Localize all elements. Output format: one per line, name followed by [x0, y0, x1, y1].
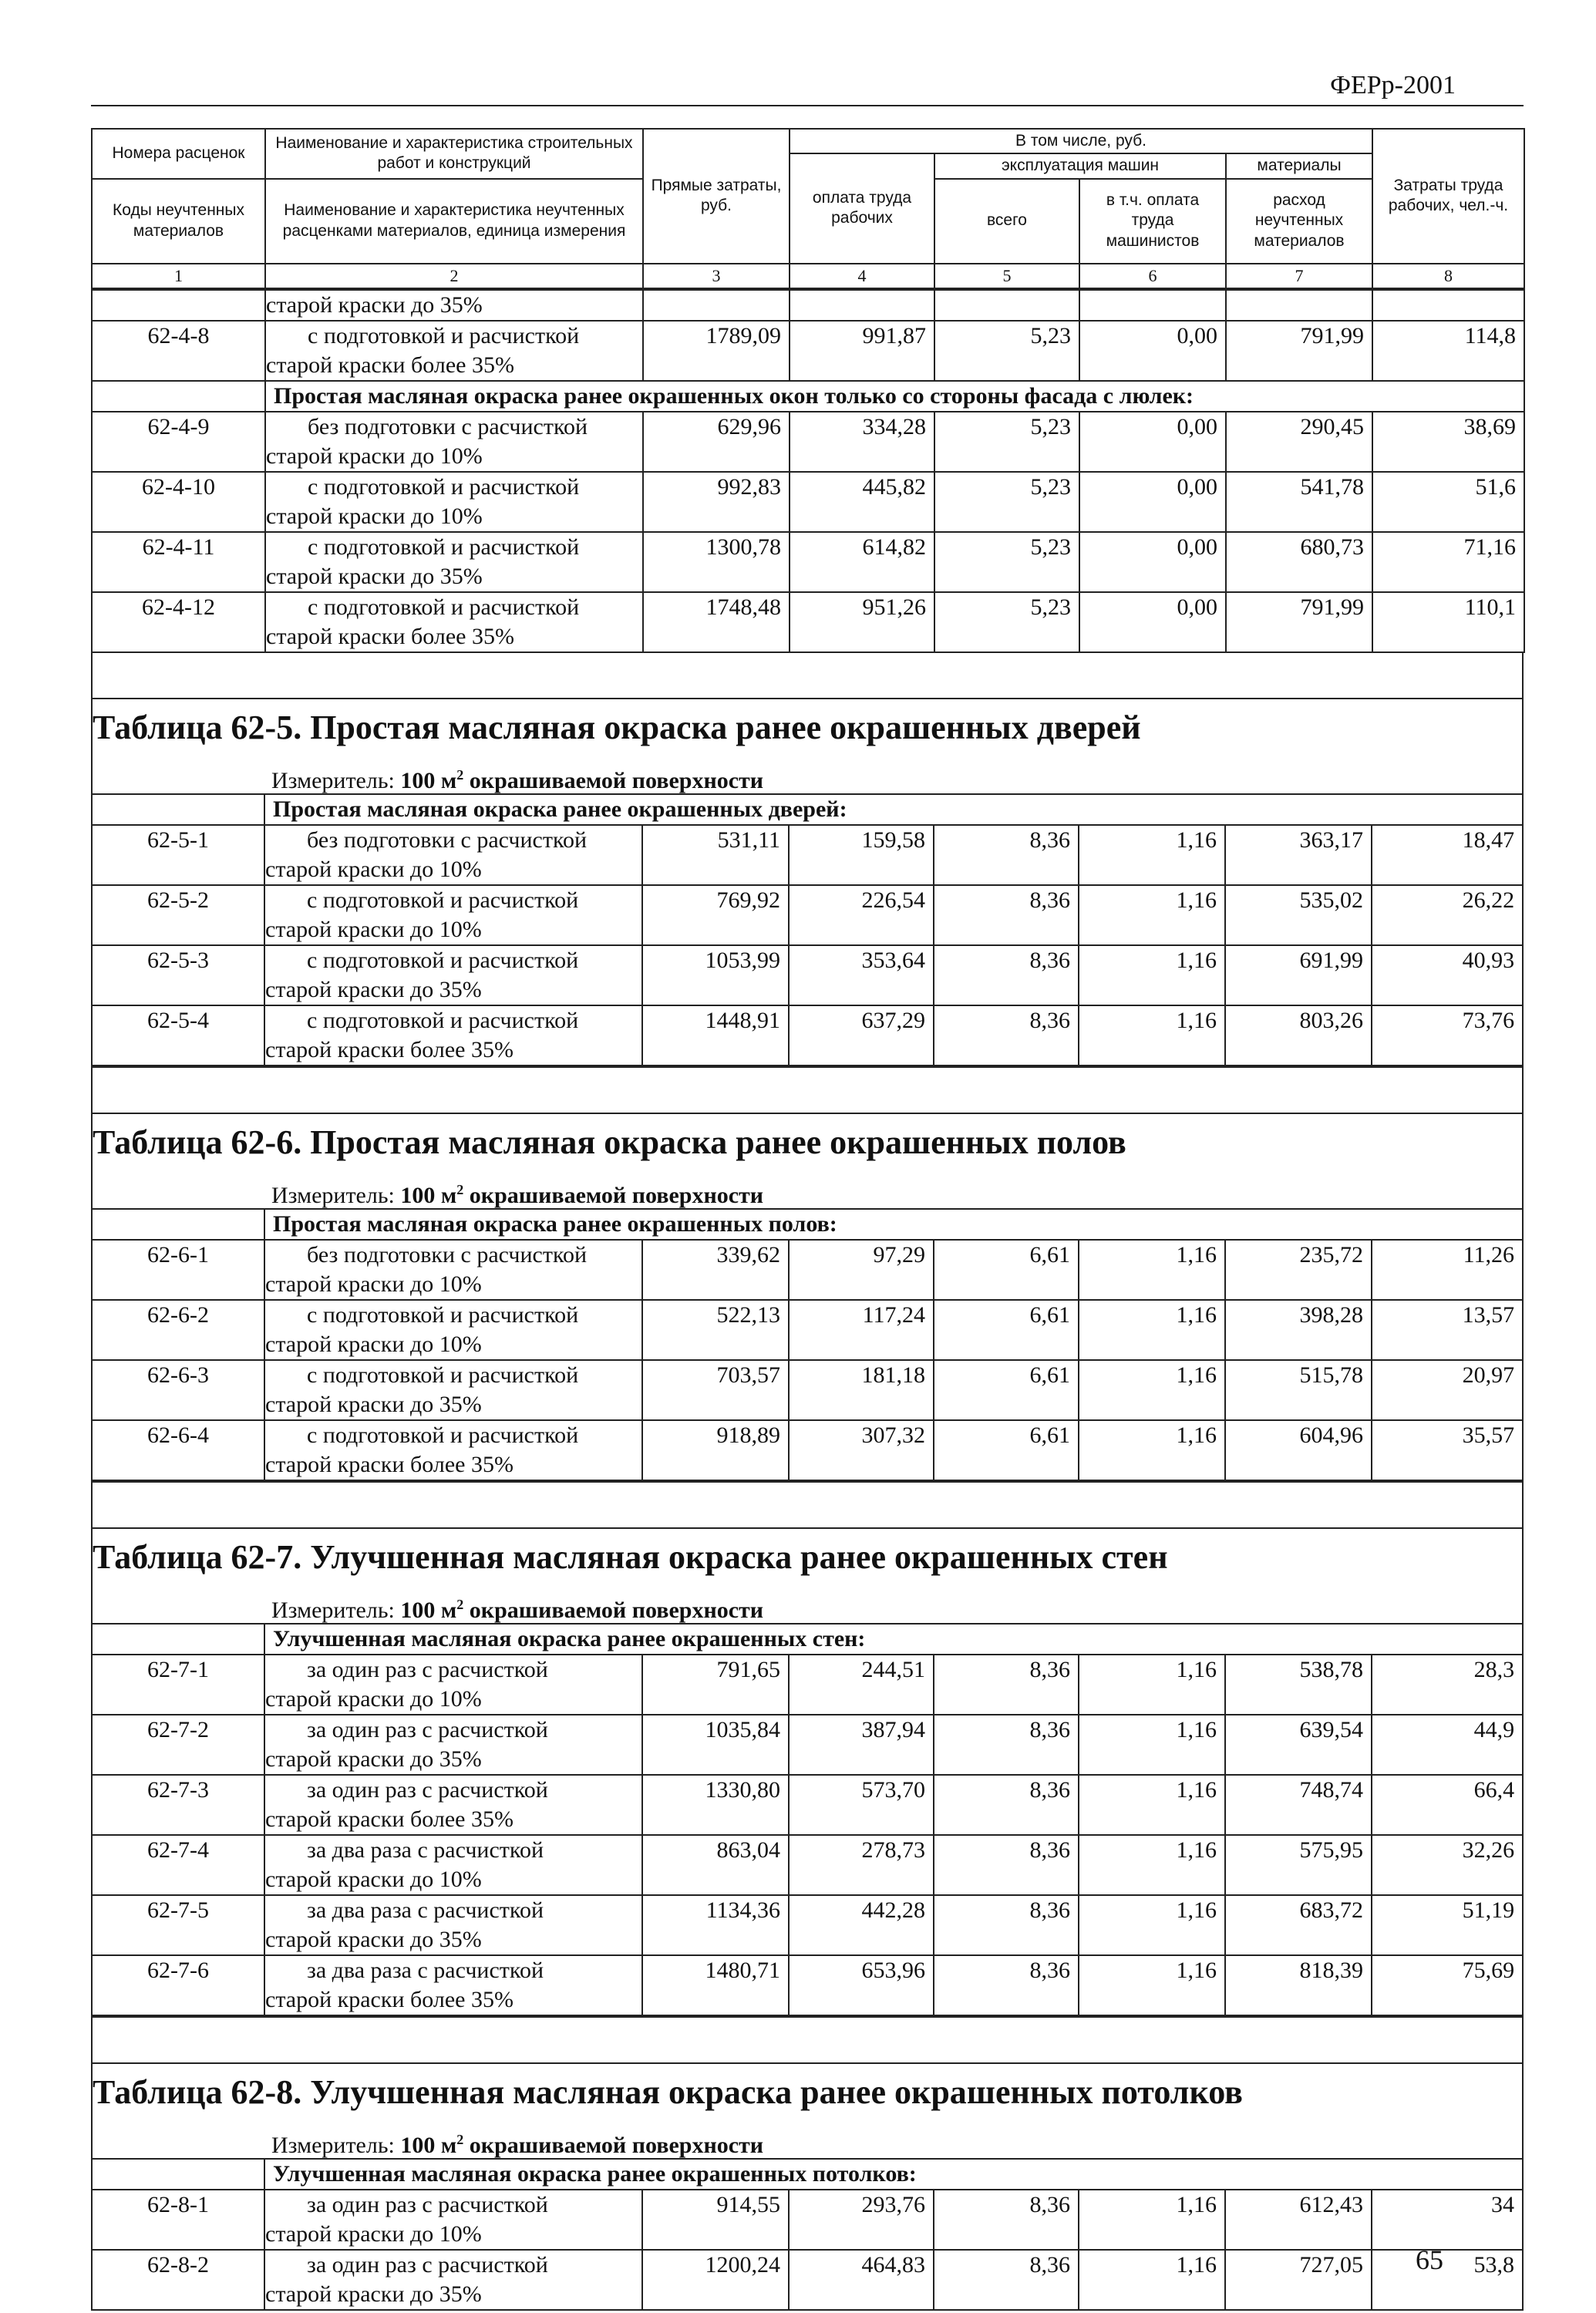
- labor-pay: 442,28: [789, 1895, 934, 1955]
- labor-pay: 353,64: [789, 945, 934, 1005]
- machines-total: 6,61: [934, 1300, 1079, 1360]
- table-row: [93, 1835, 1522, 1895]
- work-description: с подготовкой и расчисткой старой краски до 10%: [265, 472, 643, 532]
- labor-hours: 53,8: [1372, 2250, 1522, 2309]
- machinists-pay: 1,16: [1079, 825, 1225, 885]
- direct-costs: 1200,24: [642, 2250, 789, 2309]
- table-title: Таблица 62-5. Простая масляная окраска ранее окрашенных дверей: [93, 708, 1141, 746]
- machinists-pay: 1,16: [1079, 1240, 1225, 1300]
- table-body: [93, 2160, 1522, 2309]
- table-62-4-continued: [91, 289, 1525, 653]
- work-description: за один раз с расчисткой старой краски до 10%: [264, 1655, 642, 1715]
- direct-costs: 1134,36: [642, 1895, 789, 1955]
- work-description: без подготовки с расчисткой старой краски до 10%: [265, 412, 643, 472]
- table-body: [93, 795, 1522, 1066]
- labor-pay: 951,26: [790, 592, 934, 652]
- machines-total: 8,36: [934, 825, 1079, 885]
- machines-total: 6,61: [934, 1420, 1079, 1480]
- direct-costs: 1448,91: [642, 1005, 789, 1066]
- work-description: с подготовкой и расчисткой старой краски более 35%: [265, 592, 643, 652]
- machines-total: 8,36: [934, 2190, 1079, 2250]
- price-table: [91, 699, 1524, 1114]
- machines-total: 5,23: [934, 321, 1079, 381]
- machines-total: 6,61: [934, 1360, 1079, 1420]
- document-code: ФЕРр-2001: [1330, 71, 1456, 99]
- labor-hours: 32,26: [1372, 1835, 1522, 1895]
- table-row: [93, 825, 1522, 885]
- header-materials: материалы: [1226, 153, 1372, 178]
- colnum-8: 8: [1372, 264, 1524, 288]
- labor-hours: 40,93: [1372, 945, 1522, 1005]
- rate-code: 62-7-4: [93, 1835, 264, 1895]
- rate-code: 62-7-3: [93, 1775, 264, 1835]
- colnum-4: 4: [790, 264, 934, 288]
- machines-total: 5,23: [934, 592, 1079, 652]
- header-including: В том числе, руб.: [790, 129, 1372, 153]
- measure-label: Измеритель:: [271, 1182, 395, 1208]
- measure-value: 100 $м^2$ окрашиваемой поверхности: [400, 1596, 764, 1623]
- materials-cost: 538,78: [1225, 1655, 1372, 1715]
- machinists-pay: 0,00: [1079, 412, 1226, 472]
- labor-hours: 44,9: [1372, 1715, 1522, 1775]
- work-description: за два раза с расчисткой старой краски более 35%: [264, 1955, 642, 2015]
- materials-cost: 803,26: [1225, 1005, 1372, 1066]
- table-row: [93, 885, 1522, 945]
- rate-code: 62-4-10: [92, 472, 265, 532]
- section-heading: Простая масляная окраска ранее окрашенных полов:: [264, 1210, 1522, 1240]
- labor-hours: 66,4: [1372, 1775, 1522, 1835]
- measure-label: Измеритель:: [271, 2132, 395, 2158]
- direct-costs: 1330,80: [642, 1775, 789, 1835]
- machines-total: 8,36: [934, 1955, 1079, 2015]
- labor-pay: 97,29: [789, 1240, 934, 1300]
- header-material-codes: Коды неучтенных материалов: [92, 179, 265, 264]
- machinists-pay: 1,16: [1079, 1835, 1225, 1895]
- rate-code: 62-4-8: [92, 321, 265, 381]
- labor-pay: 387,94: [789, 1715, 934, 1775]
- machinists-pay: 1,16: [1079, 1300, 1225, 1360]
- table-gap: [93, 1066, 1522, 1113]
- direct-costs: 1053,99: [642, 945, 789, 1005]
- header-machines-total: всего: [934, 179, 1079, 264]
- colnum-3: 3: [643, 264, 790, 288]
- machines-total: 5,23: [934, 472, 1079, 532]
- machinists-pay: 1,16: [1079, 1420, 1225, 1480]
- labor-hours: 110,1: [1372, 592, 1524, 652]
- direct-costs: 703,57: [642, 1360, 789, 1420]
- section-heading: Простая масляная окраска ранее окрашенных окон только со стороны фасада с люлек:: [265, 381, 1524, 412]
- machinists-pay: 1,16: [1079, 1005, 1225, 1066]
- materials-cost: 515,78: [1225, 1360, 1372, 1420]
- materials-cost: 683,72: [1225, 1895, 1372, 1955]
- measure-unit: [93, 2121, 1522, 2160]
- machinists-pay: 0,00: [1079, 532, 1226, 592]
- section-heading: Простая масляная окраска ранее окрашенных дверей:: [264, 795, 1522, 825]
- labor-pay: 614,82: [790, 532, 934, 592]
- rate-code: 62-6-4: [93, 1420, 264, 1480]
- table-gap: [93, 2016, 1522, 2062]
- table-row: [93, 1775, 1522, 1835]
- direct-costs: 791,65: [642, 1655, 789, 1715]
- direct-costs: 769,92: [642, 885, 789, 945]
- labor-hours: 35,57: [1372, 1420, 1522, 1480]
- labor-pay: 293,76: [789, 2190, 934, 2250]
- direct-costs: 522,13: [642, 1300, 789, 1360]
- materials-cost: 290,45: [1226, 412, 1372, 472]
- materials-cost: 680,73: [1226, 532, 1372, 592]
- table-row: [93, 2190, 1522, 2250]
- work-description: без подготовки с расчисткой старой краски до 10%: [264, 1240, 642, 1300]
- header-materials-name: Наименование и характеристика неучтенных расценками материалов, единица измерения: [265, 179, 643, 264]
- materials-cost: 748,74: [1225, 1775, 1372, 1835]
- machines-total: 8,36: [934, 1895, 1079, 1955]
- rate-code: 62-7-5: [93, 1895, 264, 1955]
- measure-unit: [93, 1171, 1522, 1210]
- work-description: с подготовкой и расчисткой старой краски более 35%: [264, 1005, 642, 1066]
- machinists-pay: 1,16: [1079, 1360, 1225, 1420]
- table-gap: [93, 1481, 1522, 1527]
- rate-code: 62-7-6: [93, 1955, 264, 2015]
- labor-pay: 117,24: [789, 1300, 934, 1360]
- labor-hours: 51,19: [1372, 1895, 1522, 1955]
- work-description: с подготовкой и расчисткой старой краски более 35%: [264, 1420, 642, 1480]
- machines-total: 8,36: [934, 1005, 1079, 1066]
- machinists-pay: 0,00: [1079, 472, 1226, 532]
- machinists-pay: 0,00: [1079, 592, 1226, 652]
- header-rule: [91, 105, 1524, 106]
- materials-cost: 535,02: [1225, 885, 1372, 945]
- labor-pay: 445,82: [790, 472, 934, 532]
- header-works-name: Наименование и характеристика строительных работ и конструкций: [265, 129, 643, 179]
- header-machinists-pay: в т.ч. оплата труда машинистов: [1079, 179, 1226, 264]
- labor-hours: 13,57: [1372, 1300, 1522, 1360]
- rate-code: 62-5-2: [93, 885, 264, 945]
- rate-code: 62-4-9: [92, 412, 265, 472]
- table-row: [93, 1005, 1522, 1066]
- labor-pay: 226,54: [789, 885, 934, 945]
- work-description: с подготовкой и расчисткой старой краски до 35%: [265, 532, 643, 592]
- direct-costs: 863,04: [642, 1835, 789, 1895]
- table-title: Таблица 62-7. Улучшенная масляная окраска ранее окрашенных стен: [93, 1537, 1168, 1576]
- table-row: [93, 2250, 1522, 2309]
- materials-cost: 818,39: [1225, 1955, 1372, 2015]
- rate-code: 62-6-1: [93, 1240, 264, 1300]
- direct-costs: 914,55: [642, 2190, 789, 2250]
- machinists-pay: 1,16: [1079, 885, 1225, 945]
- materials-cost: 639,54: [1225, 1715, 1372, 1775]
- work-description: за один раз с расчисткой старой краски более 35%: [264, 1775, 642, 1835]
- direct-costs: 1748,48: [643, 592, 790, 652]
- table-row: [93, 1715, 1522, 1775]
- table-row: [92, 472, 1524, 532]
- measure-unit: [93, 1586, 1522, 1624]
- labor-hours: 26,22: [1372, 885, 1522, 945]
- machines-total: 8,36: [934, 945, 1079, 1005]
- work-description: с подготовкой и расчисткой старой краски более 35%: [265, 321, 643, 381]
- column-header: [91, 128, 1525, 289]
- materials-cost: 235,72: [1225, 1240, 1372, 1300]
- continued-text: старой краски до 35%: [265, 290, 643, 321]
- table-body: [93, 1210, 1522, 1481]
- measure-unit: [93, 756, 1522, 795]
- direct-costs: 531,11: [642, 825, 789, 885]
- rate-code: 62-7-1: [93, 1655, 264, 1715]
- measure-value: 100 $м^2$ окрашиваемой поверхности: [400, 2131, 764, 2158]
- work-description: с подготовкой и расчисткой старой краски до 10%: [264, 1300, 642, 1360]
- labor-hours: 34: [1372, 2190, 1522, 2250]
- page-number: 65: [1416, 2244, 1443, 2275]
- rate-code: 62-5-3: [93, 945, 264, 1005]
- materials-cost: 363,17: [1225, 825, 1372, 885]
- materials-cost: 604,96: [1225, 1420, 1372, 1480]
- colnum-7: 7: [1226, 264, 1372, 288]
- labor-pay: 159,58: [789, 825, 934, 885]
- direct-costs: 1789,09: [643, 321, 790, 381]
- materials-cost: 612,43: [1225, 2190, 1372, 2250]
- work-description: без подготовки с расчисткой старой краски до 10%: [264, 825, 642, 885]
- colnum-1: 1: [92, 264, 265, 288]
- table-row: [93, 1955, 1522, 2015]
- price-table: [91, 2064, 1524, 2311]
- labor-pay: 181,18: [789, 1360, 934, 1420]
- table-row: [92, 412, 1524, 472]
- machinists-pay: 1,16: [1079, 2190, 1225, 2250]
- labor-hours: 20,97: [1372, 1360, 1522, 1420]
- machinists-pay: 1,16: [1079, 1715, 1225, 1775]
- machines-total: 8,36: [934, 1715, 1079, 1775]
- labor-hours: 28,3: [1372, 1655, 1522, 1715]
- table-title: Таблица 62-6. Простая масляная окраска ранее окрашенных полов: [93, 1123, 1126, 1161]
- table-row: [92, 321, 1524, 381]
- header-material-consumption: расход неучтенных материалов: [1226, 179, 1372, 264]
- measure-label: Измеритель:: [271, 767, 395, 793]
- rate-code: 62-7-2: [93, 1715, 264, 1775]
- direct-costs: 992,83: [643, 472, 790, 532]
- direct-costs: 918,89: [642, 1420, 789, 1480]
- table-row: [93, 945, 1522, 1005]
- labor-pay: 573,70: [789, 1775, 934, 1835]
- machines-total: 8,36: [934, 2250, 1079, 2309]
- section-heading: Улучшенная масляная окраска ранее окрашенных стен:: [264, 1624, 1522, 1655]
- machines-total: 8,36: [934, 1655, 1079, 1715]
- table-row: [93, 1420, 1522, 1480]
- machines-total: 5,23: [934, 532, 1079, 592]
- labor-hours: 38,69: [1372, 412, 1524, 472]
- labor-hours: 75,69: [1372, 1955, 1522, 2015]
- machinists-pay: 1,16: [1079, 2250, 1225, 2309]
- work-description: за два раза с расчисткой старой краски до 35%: [264, 1895, 642, 1955]
- labor-hours: 51,6: [1372, 472, 1524, 532]
- table-title: Таблица 62-8. Улучшенная масляная окраска ранее окрашенных потолков: [93, 2072, 1243, 2111]
- colnum-2: 2: [265, 264, 643, 288]
- machinists-pay: 1,16: [1079, 1955, 1225, 2015]
- header-direct-costs: Прямые затраты, руб.: [643, 129, 790, 264]
- table-row: [93, 1895, 1522, 1955]
- materials-cost: 791,99: [1226, 321, 1372, 381]
- labor-pay: 307,32: [789, 1420, 934, 1480]
- header-rate-numbers: Номера расценок: [92, 129, 265, 179]
- price-table: [91, 1529, 1524, 2064]
- labor-pay: 244,51: [789, 1655, 934, 1715]
- labor-hours: 71,16: [1372, 532, 1524, 592]
- materials-cost: 541,78: [1226, 472, 1372, 532]
- table-row: [93, 1240, 1522, 1300]
- labor-hours: 73,76: [1372, 1005, 1522, 1066]
- materials-cost: 398,28: [1225, 1300, 1372, 1360]
- rate-code: 62-6-2: [93, 1300, 264, 1360]
- measure-value: 100 $м^2$ окрашиваемой поверхности: [400, 766, 764, 793]
- table-gap: [91, 653, 1524, 699]
- price-sheet: [91, 128, 1524, 2311]
- measure-label: Измеритель:: [271, 1597, 395, 1623]
- machinists-pay: 1,16: [1079, 945, 1225, 1005]
- machinists-pay: 1,16: [1079, 1655, 1225, 1715]
- labor-hours: 114,8: [1372, 321, 1524, 381]
- materials-cost: 727,05: [1225, 2250, 1372, 2309]
- materials-cost: 575,95: [1225, 1835, 1372, 1895]
- table-row: [93, 1300, 1522, 1360]
- rate-code: 62-8-2: [93, 2250, 264, 2309]
- labor-pay: 637,29: [789, 1005, 934, 1066]
- labor-hours: 11,26: [1372, 1240, 1522, 1300]
- materials-cost: 791,99: [1226, 592, 1372, 652]
- materials-cost: 691,99: [1225, 945, 1372, 1005]
- work-description: за один раз с расчисткой старой краски до 35%: [264, 2250, 642, 2309]
- direct-costs: 1035,84: [642, 1715, 789, 1775]
- table-row: [93, 1655, 1522, 1715]
- machines-total: 8,36: [934, 885, 1079, 945]
- work-description: за один раз с расчисткой старой краски до 10%: [264, 2190, 642, 2250]
- section-heading: Улучшенная масляная окраска ранее окрашенных потолков:: [264, 2160, 1522, 2190]
- machines-total: 5,23: [934, 412, 1079, 472]
- header-labor-pay: оплата труда рабочих: [790, 153, 934, 263]
- rate-code: 62-8-1: [93, 2190, 264, 2250]
- work-description: за два раза с расчисткой старой краски до 10%: [264, 1835, 642, 1895]
- rate-code: 62-5-4: [93, 1005, 264, 1066]
- machinists-pay: 1,16: [1079, 1775, 1225, 1835]
- rate-code: 62-4-12: [92, 592, 265, 652]
- work-description: за один раз с расчисткой старой краски до 35%: [264, 1715, 642, 1775]
- labor-pay: 464,83: [789, 2250, 934, 2309]
- measure-value: 100 $м^2$ окрашиваемой поверхности: [400, 1181, 764, 1208]
- rate-code: 62-5-1: [93, 825, 264, 885]
- work-description: с подготовкой и расчисткой старой краски до 10%: [264, 885, 642, 945]
- table-row: [93, 1360, 1522, 1420]
- direct-costs: 339,62: [642, 1240, 789, 1300]
- header-machines: эксплуатация машин: [934, 153, 1226, 178]
- labor-pay: 991,87: [790, 321, 934, 381]
- work-description: с подготовкой и расчисткой старой краски до 35%: [264, 945, 642, 1005]
- work-description: с подготовкой и расчисткой старой краски до 35%: [264, 1360, 642, 1420]
- header-labor-hours: Затраты труда рабочих, чел.-ч.: [1372, 129, 1524, 264]
- colnum-5: 5: [934, 264, 1079, 288]
- direct-costs: 1480,71: [642, 1955, 789, 2015]
- machinists-pay: 1,16: [1079, 1895, 1225, 1955]
- labor-pay: 334,28: [790, 412, 934, 472]
- table-row: [92, 532, 1524, 592]
- machinists-pay: 0,00: [1079, 321, 1226, 381]
- labor-pay: 653,96: [789, 1955, 934, 2015]
- machines-total: 8,36: [934, 1835, 1079, 1895]
- rate-code: 62-4-11: [92, 532, 265, 592]
- direct-costs: 1300,78: [643, 532, 790, 592]
- machines-total: 6,61: [934, 1240, 1079, 1300]
- labor-pay: 278,73: [789, 1835, 934, 1895]
- machines-total: 8,36: [934, 1775, 1079, 1835]
- direct-costs: 629,96: [643, 412, 790, 472]
- table-row: [92, 592, 1524, 652]
- price-table: [91, 1114, 1524, 1529]
- rate-code: 62-6-3: [93, 1360, 264, 1420]
- labor-hours: 18,47: [1372, 825, 1522, 885]
- table-body: [93, 1624, 1522, 2016]
- colnum-6: 6: [1079, 264, 1226, 288]
